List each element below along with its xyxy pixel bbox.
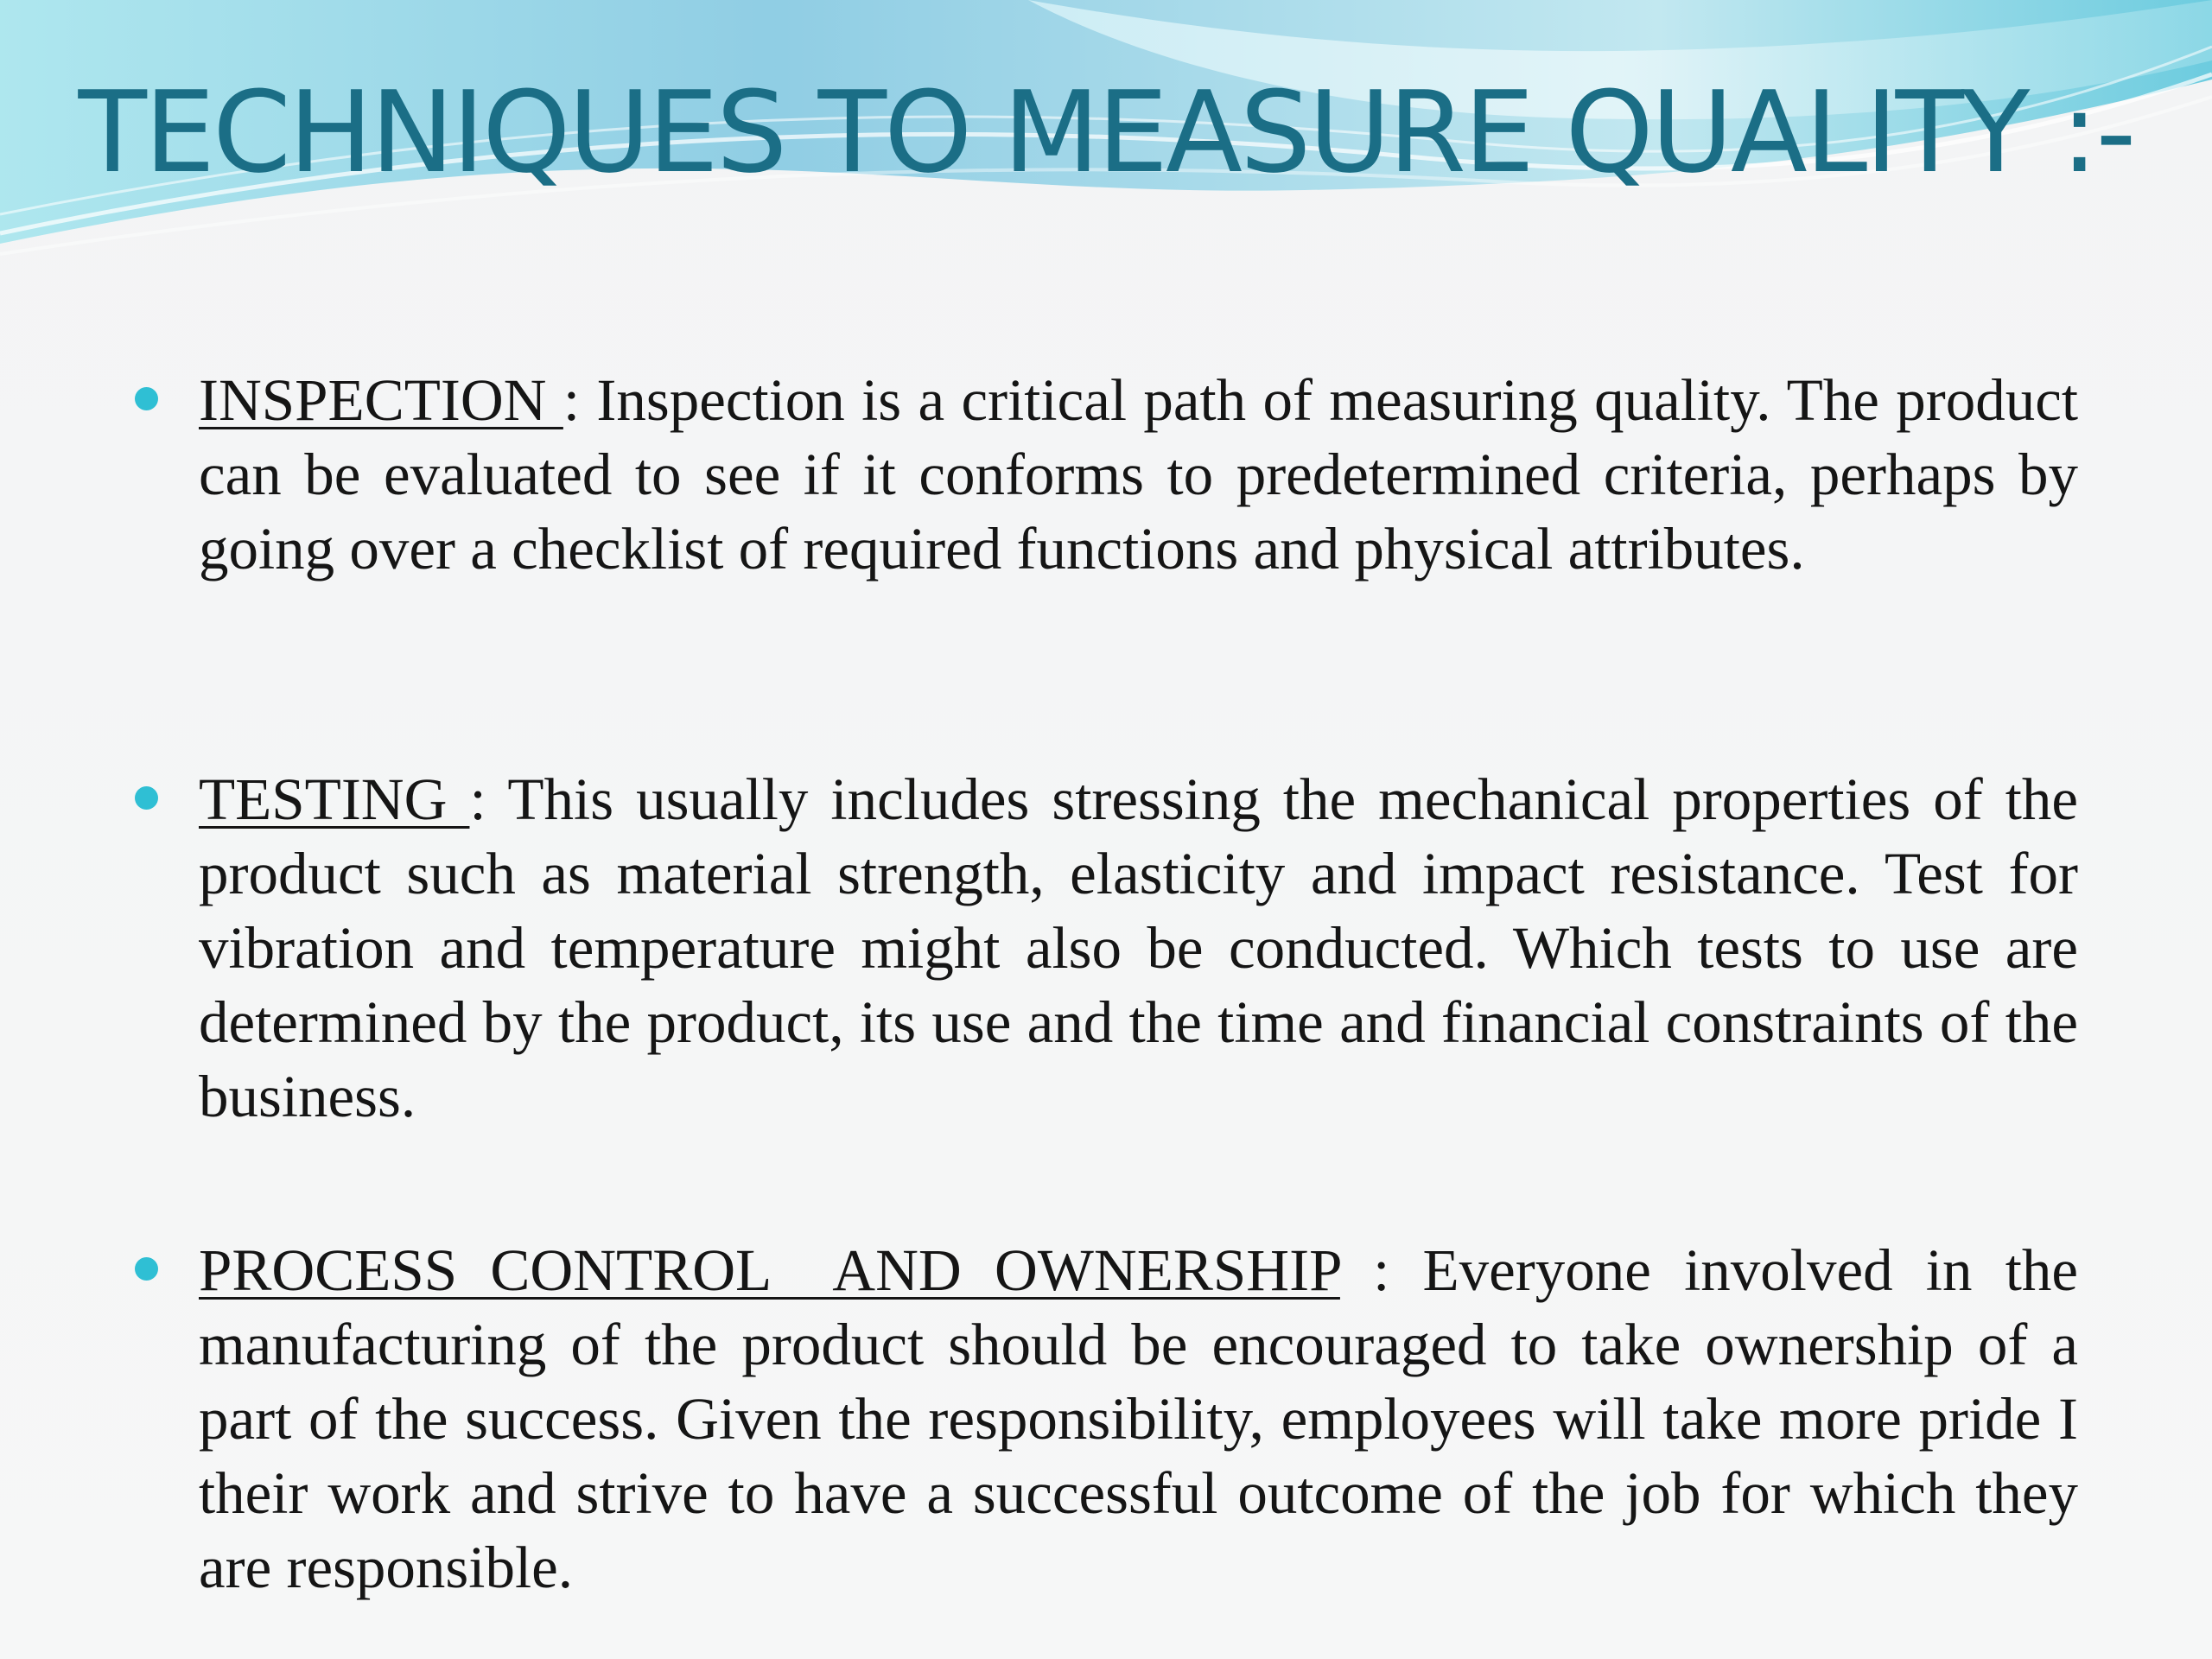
process-control-ownership-description: : Everyone involved in the manufacturing of the product should be encouraged to take ownership of a part of the success. Given the responsibility, employees will take more pride I their work and strive to have a successful outcome of the job for which they are responsible. — [199, 1237, 2078, 1600]
testing-term: TESTING — [199, 766, 470, 832]
list-item-process-control-ownership — [199, 1233, 2078, 1605]
bullet-icon — [135, 786, 158, 810]
process-control-ownership-term: PROCESS CONTROL AND OWNERSHIP — [199, 1237, 1340, 1303]
inspection-term: INSPECTION — [199, 367, 563, 433]
testing-description: : This usually includes stressing the mechanical properties of the product such as material strength, elasticity and impact resistance. Test for vibration and temperature might also be conducted. Which tests to use are determined by the product, its use and the time and financial constraints of the business. — [199, 766, 2078, 1129]
bullet-icon — [135, 1257, 158, 1281]
bullet-icon — [135, 387, 158, 410]
list-item-inspection — [199, 363, 2078, 586]
list-item-testing — [199, 762, 2078, 1134]
slide-title: TECHNIQUES TO MEASURE QUALITY :- — [78, 67, 2134, 198]
inspection-description: : Inspection is a critical path of measuring quality. The product can be evaluated to see if it conforms to predetermined criteria, perhaps by going over a checklist of required functions and physical attributes. — [199, 367, 2078, 582]
